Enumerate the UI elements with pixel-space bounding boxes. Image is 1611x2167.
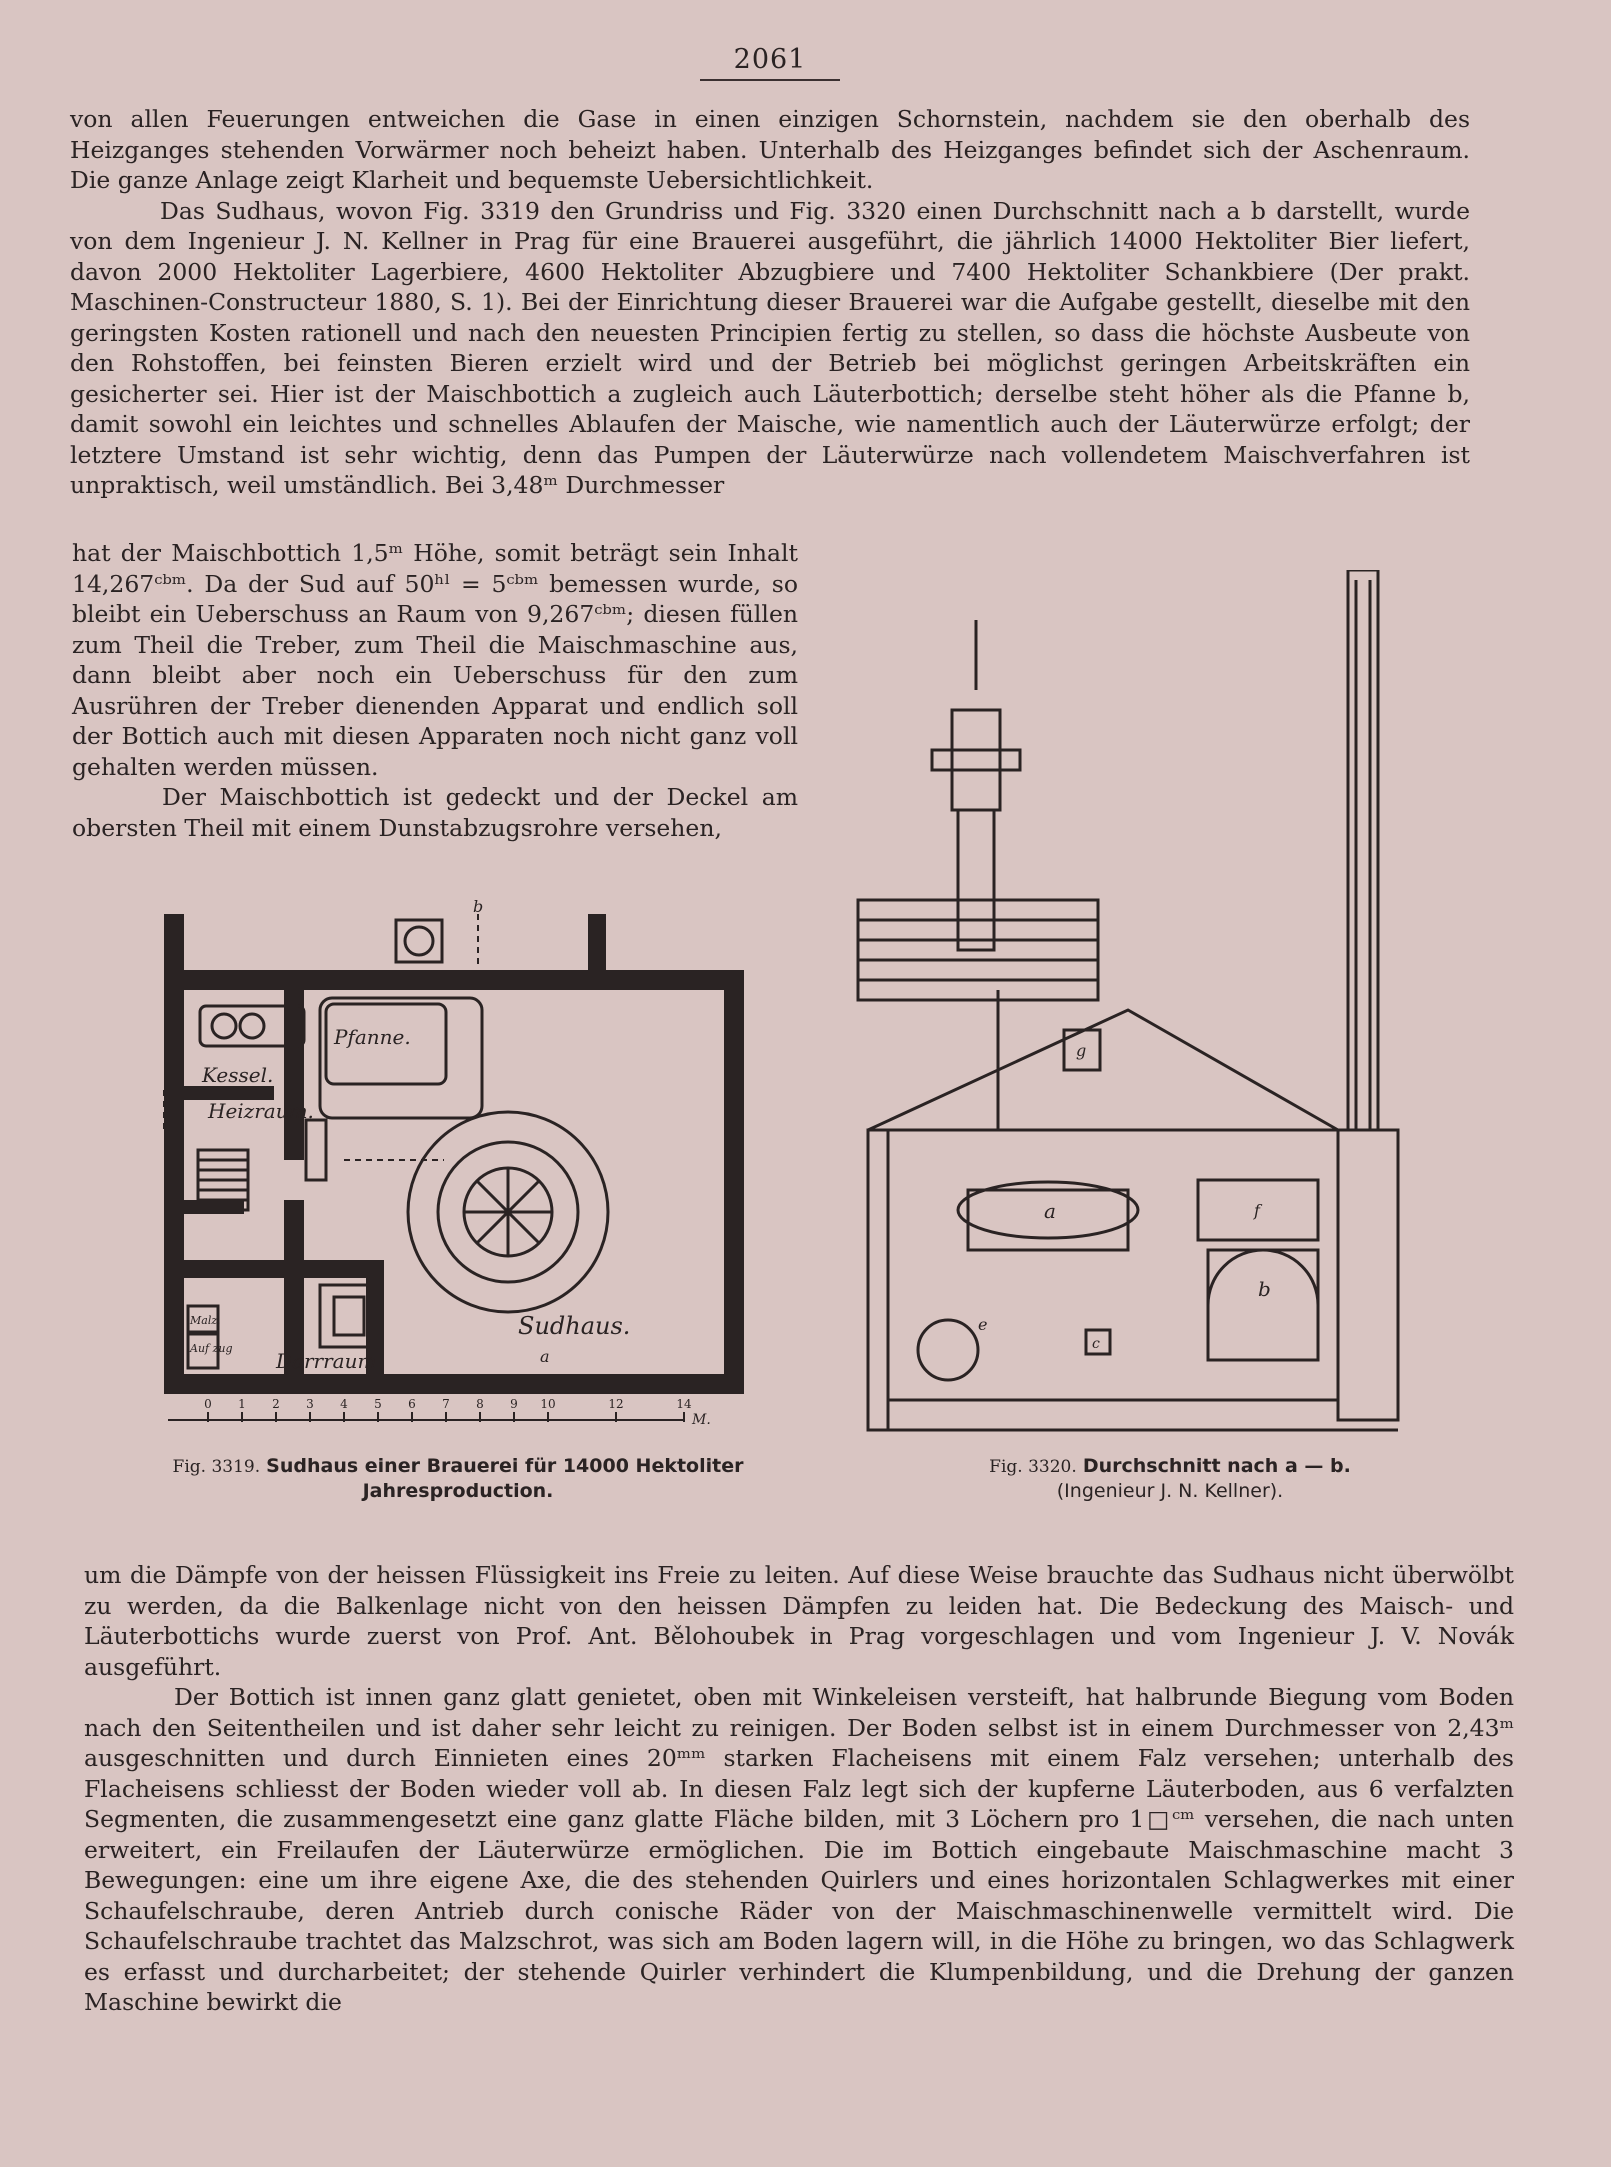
label-a: a: [540, 1347, 550, 1366]
scale-tick-label: 3: [306, 1397, 314, 1411]
label-pfanne: Pfanne.: [334, 1025, 411, 1049]
figure-caption-3320: [920, 1454, 1420, 1503]
caption-text: Durchschnitt nach a — b.: [1082, 1455, 1351, 1477]
cross-section-figure: [848, 570, 1458, 1440]
floor-plan-figure: [128, 900, 768, 1460]
page-number: 2061: [700, 44, 840, 81]
paragraph: Das Sudhaus, wovon Fig. 3319 den Grundriss und Fig. 3320 einen Durchschnitt nach a b darstellt, wurde von dem Ingenieur J. N. Kellner in Prag für eine Brauerei ausgeführt, die jährlich 14000 Hektoliter Bier liefert, davon 2000 Hektoliter Lagerbiere, 4600 Hektoliter Abzugbiere und 7400 Hektoliter Schankbiere (Der prakt. Maschinen-Constructeur 1880, S. 1). Bei der Einrichtung dieser Brauerei war die Aufgabe gestellt, dieselbe mit den geringsten Kosten rationell und nach den neuesten Principien fertig zu stellen, so dass die höchste Ausbeute von den Rohstoffen, bei feinsten Bieren erzielt wird und der Betrieb bei möglichst geringen Arbeitskräften ein gesicherter sei. Hier ist der Maischbottich a zugleich auch Läuterbottich; derselbe steht höher als die Pfanne b, damit sowohl ein leichtes und schnelles Ablaufen der Maische, wie namentlich auch der Läuterwürze erfolgt; der letztere Umstand ist sehr wichtig, denn das Pumpen der Läuterwürze nach vollendetem Maischverfahren ist unpraktisch, weil umständlich. Bei 3,48ᵐ Durchmesser: [70, 196, 1470, 499]
scale-tick-label: 9: [510, 1397, 518, 1411]
scale-bar: [168, 1397, 711, 1428]
scale-tick-label: 6: [408, 1397, 416, 1411]
scale-tick-label: 12: [608, 1397, 624, 1411]
paragraph: von allen Feuerungen entweichen die Gase in einen einzigen Schornstein, nachdem sie den oberhalb des Heizganges stehenden Vorwärmer noch beheizt haben. Unterhalb des Heizganges befindet sich der Aschenraum. Die ganze Anlage zeigt Klarheit und bequemste Uebersichtlichkeit.: [70, 105, 1470, 194]
label-b-section: b: [1258, 1277, 1271, 1301]
paragraph: hat der Maischbottich 1,5ᵐ Höhe, somit beträgt sein Inhalt 14,267ᶜᵇᵐ. Da der Sud auf 50ʰˡ = 5ᶜᵇᵐ bemessen wurde, so bleibt ein Ueberschuss an Raum von 9,267ᶜᵇᵐ; diesen füllen zum Theil die Treber, zum Theil die Maischmaschine aus, dann bleibt aber noch ein Ueberschuss für den zum Ausrühren der Treber dienenden Apparat und endlich soll der Bottich auch mit diesen Apparaten noch nicht ganz voll gehalten werden müssen.: [72, 539, 798, 781]
label-c-section: c: [1092, 1336, 1100, 1352]
scale-tick-label: 8: [476, 1397, 484, 1411]
label-malz: Malz.: [190, 1314, 221, 1327]
top-text-block: [70, 104, 1470, 501]
scale-tick-label: 2: [272, 1397, 280, 1411]
floor-plan-drawing: [128, 900, 768, 1460]
label-kessel: Kessel.: [202, 1063, 274, 1087]
caption-number: Fig. 3320.: [989, 1457, 1077, 1477]
label-sudhaus: Sudhaus.: [518, 1312, 631, 1340]
left-text-block: [72, 538, 798, 843]
label-e-section: e: [978, 1315, 988, 1334]
paragraph: um die Dämpfe von der heissen Flüssigkeit ins Freie zu leiten. Auf diese Weise brauchte das Sudhaus nicht überwölbt zu werden, da die Balkenlage nicht von den heissen Dämpfen zu leiden hat. Die Bedeckung des Maisch- und Läuterbottichs wurde zuerst von Prof. Ant. Bělohoubek in Prag vorgeschlagen und vom Ingenieur J. V. Novák ausgeführt.: [84, 1561, 1514, 1681]
paragraph: Der Maischbottich ist gedeckt und der Deckel am obersten Theil mit einem Dunstabzugsrohre versehen,: [72, 783, 798, 842]
scale-tick-label: 0: [204, 1397, 212, 1411]
label-f-section: f: [1254, 1201, 1260, 1220]
scale-tick-label: 4: [340, 1397, 348, 1411]
label-b: b: [473, 900, 484, 916]
caption-number: Fig. 3319.: [172, 1457, 261, 1477]
figure-caption-3319: [128, 1454, 788, 1503]
label-darrraum: Darrraum: [276, 1349, 377, 1373]
scale-tick-label: 7: [442, 1397, 450, 1411]
scale-tick-label: 14: [676, 1397, 692, 1411]
scale-tick-label: 10: [540, 1397, 556, 1411]
bottom-text-block: [84, 1560, 1514, 2018]
label-aufzug: Auf zug: [190, 1342, 233, 1355]
cross-section-drawing: [848, 570, 1458, 1440]
paragraph: Der Bottich ist innen ganz glatt genietet, oben mit Winkeleisen versteift, hat halbrunde Biegung vom Boden nach den Seitentheilen und ist daher sehr leicht zu reinigen. Der Boden selbst ist in einem Durchmesser von 2,43ᵐ ausgeschnitten und durch Einnieten eines 20ᵐᵐ starken Flacheisens mit einem Falz versehen; unterhalb des Flacheisens schliesst der Boden wieder voll ab. In diesen Falz legt sich der kupferne Läuterboden, aus 6 verfalzten Segmenten, die zusammengesetzt eine ganz glatte Fläche bilden, mit 3 Löchern pro 1□ᶜᵐ versehen, die nach unten erweitert, ein Freilaufen der Läuterwürze ermöglichen. Die im Bottich eingebaute Maischmaschine macht 3 Bewegungen: eine um ihre eigene Axe, die des stehenden Quirlers und eines horizontalen Schlagwerkes mit einer Schaufelschraube, deren Antrieb durch conische Räder von der Maischmaschinenwelle vermittelt wird. Die Schaufelschraube trachtet das Malzschrot, was sich am Boden lagern will, in die Höhe zu bringen, wo das Schlagwerk es erfasst und durcharbeitet; der stehende Quirler verhindert die Klumpenbildung, und die Drehung der ganzen Maschine bewirkt die: [84, 1683, 1514, 2016]
scale-tick-label: 1: [238, 1397, 246, 1411]
label-a-section: a: [1044, 1199, 1056, 1223]
scale-tick-label: 5: [374, 1397, 382, 1411]
scale-unit: M.: [692, 1412, 711, 1428]
label-g-section: g: [1076, 1041, 1087, 1060]
label-heizraum: Heizraum.: [208, 1099, 314, 1123]
caption-text: Sudhaus einer Brauerei für 14000 Hektoliter Jahresproduction.: [266, 1455, 744, 1502]
caption-subtext: (Ingenieur J. N. Kellner).: [1056, 1480, 1284, 1502]
